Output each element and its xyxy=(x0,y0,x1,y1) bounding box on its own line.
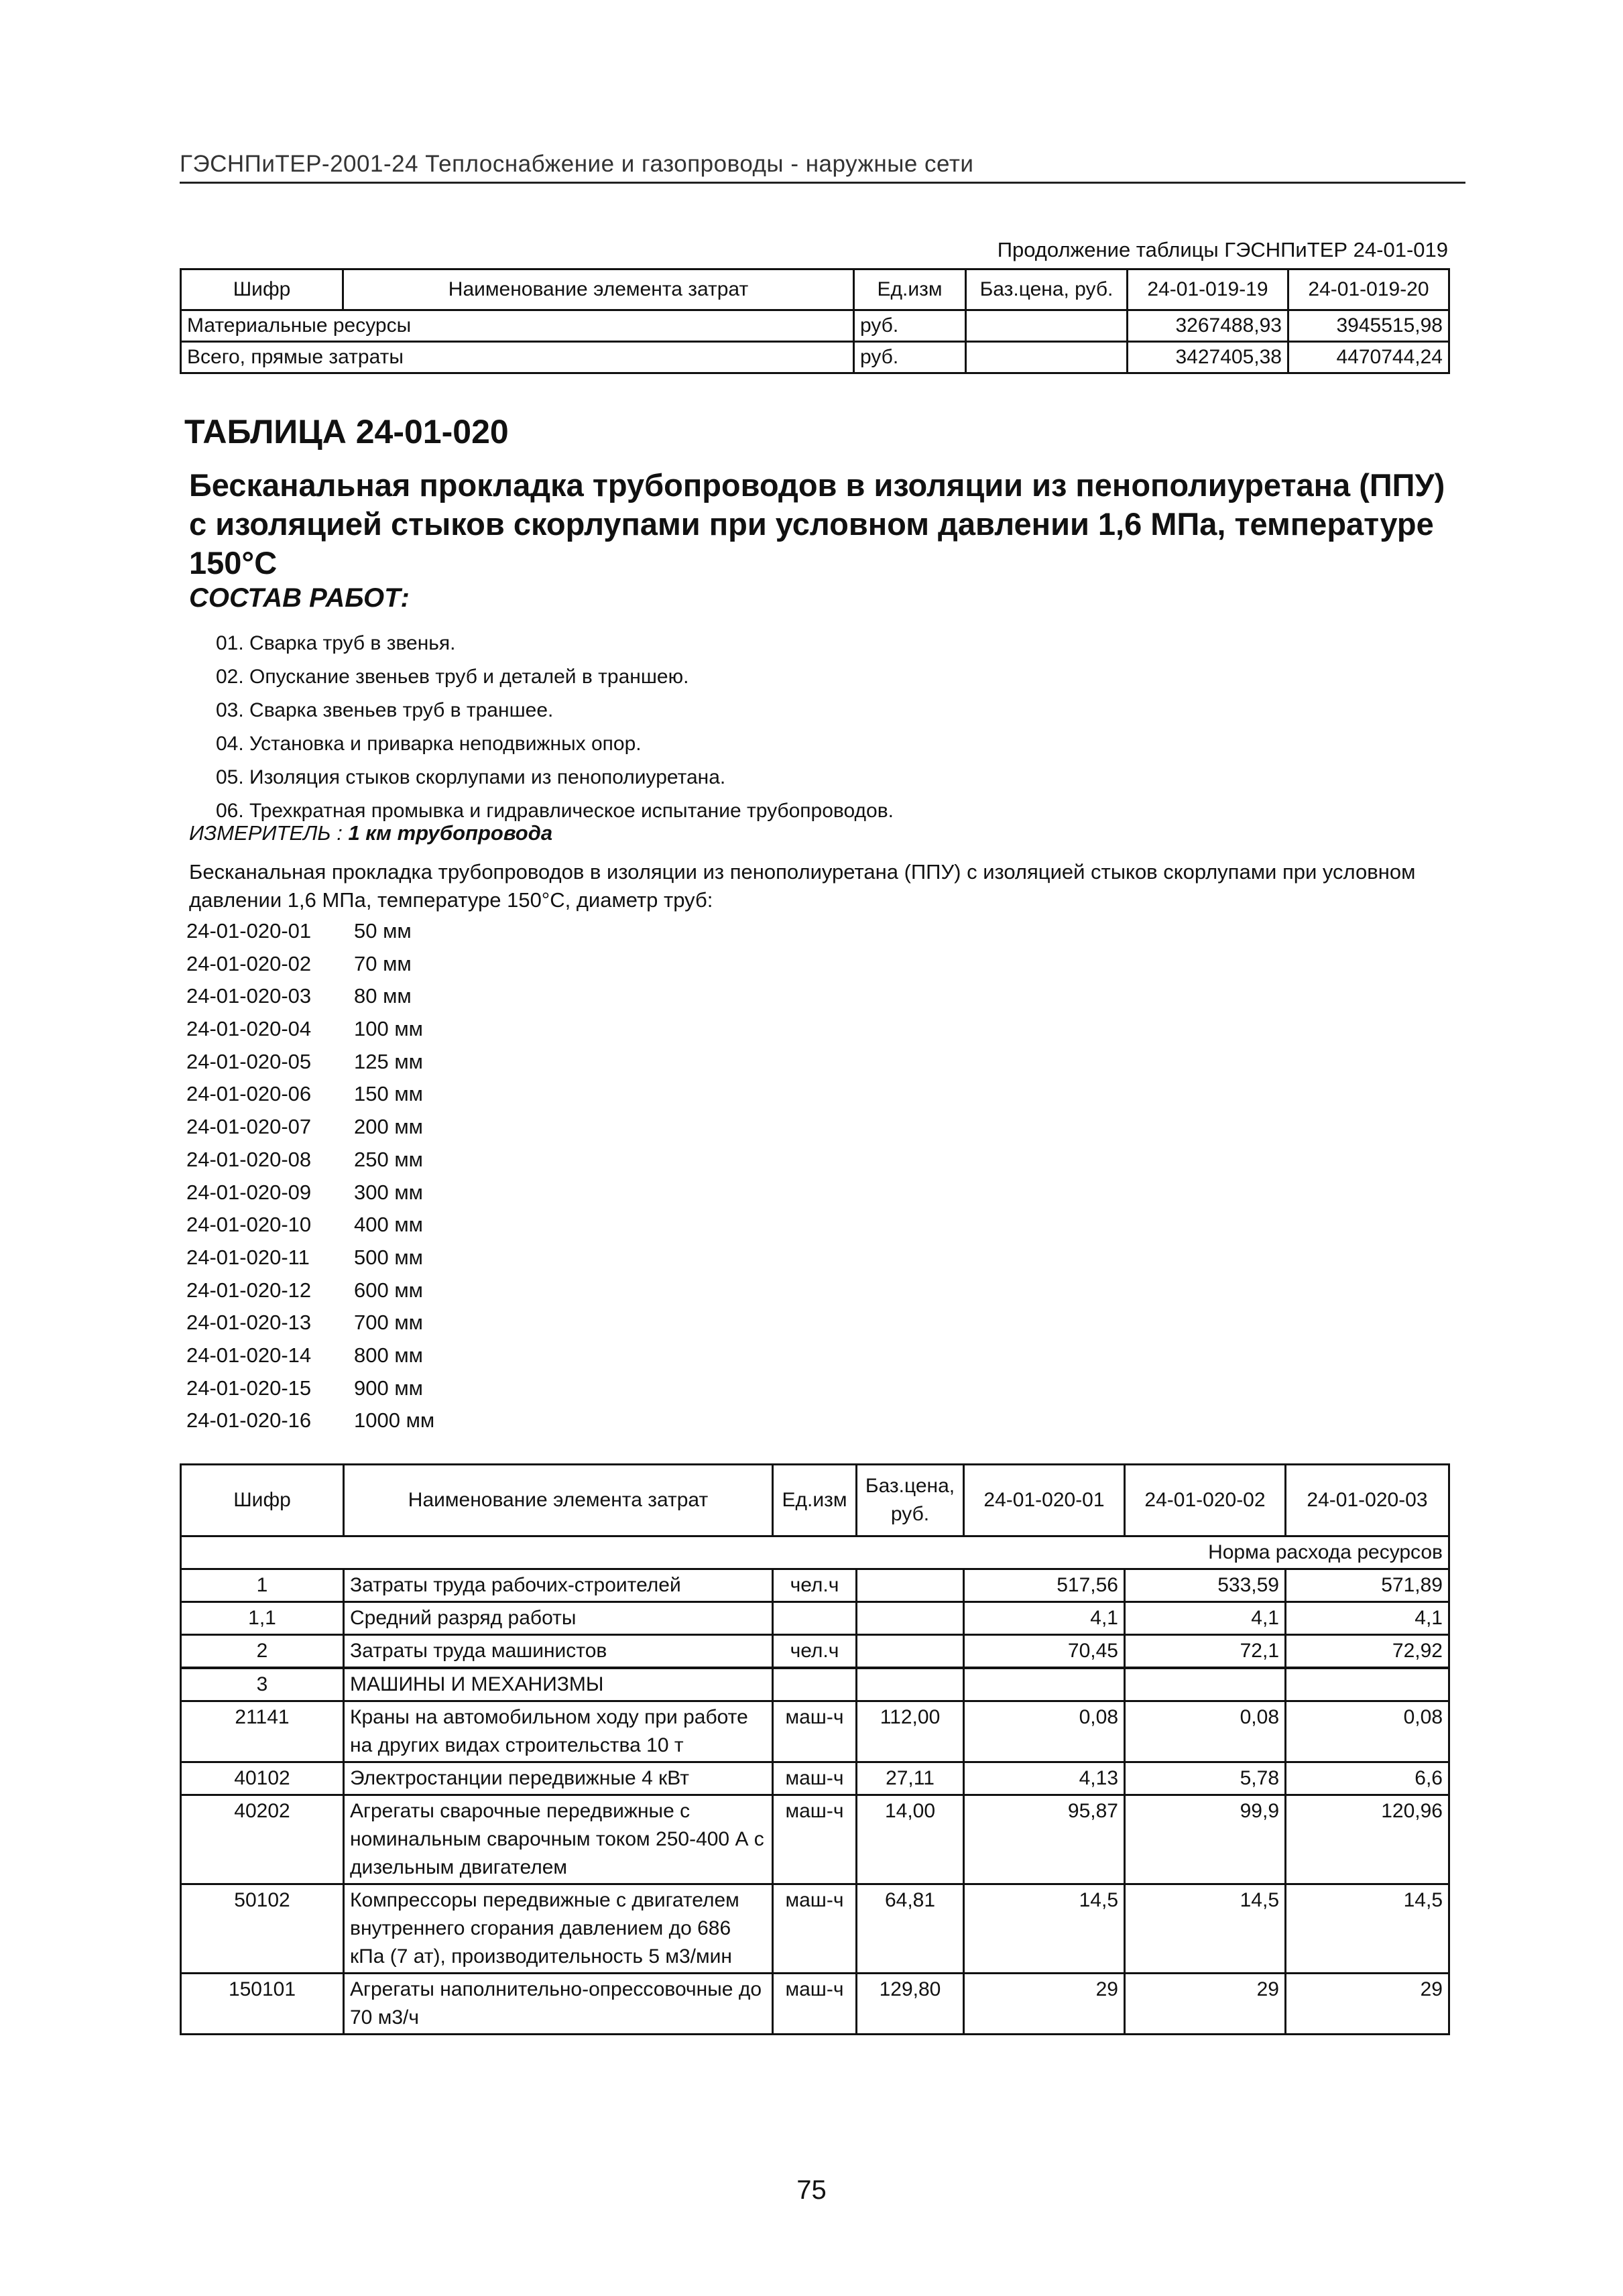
measure-value: 1 км трубопровода xyxy=(348,821,553,845)
diameter-size: 500 мм xyxy=(354,1245,423,1269)
row-value: 14,5 xyxy=(1286,1884,1449,1974)
row-price xyxy=(966,310,1128,342)
diameter-code: 24-01-020-09 xyxy=(186,1180,312,1204)
row-name: Агрегаты сварочные передвижные с номинальным сварочным током 250-400 А с дизельным двигателем xyxy=(344,1795,773,1884)
row-code: 1 xyxy=(181,1569,344,1602)
norma-row xyxy=(181,1536,1449,1569)
row-unit: маш-ч xyxy=(773,1701,857,1762)
row-price: 129,80 xyxy=(857,1974,964,2035)
column-header: Наименование элемента затрат xyxy=(343,269,854,310)
diameter-code: 24-01-020-02 xyxy=(186,951,312,975)
diameter-size: 900 мм xyxy=(354,1376,423,1400)
diameter-size: 700 мм xyxy=(354,1311,423,1335)
diameter-code: 24-01-020-12 xyxy=(186,1278,312,1302)
row-unit xyxy=(773,1602,857,1635)
diameter-size: 125 мм xyxy=(354,1049,423,1073)
row-value: 3945515,98 xyxy=(1288,310,1449,342)
list-item xyxy=(186,1013,434,1046)
work-item: 01. Сварка труб в звенья. xyxy=(216,632,456,654)
list-item xyxy=(186,1339,434,1372)
column-header: Баз.цена, руб. xyxy=(966,269,1128,310)
row-value: 5,78 xyxy=(1125,1762,1286,1795)
column-header: Шифр xyxy=(181,1465,344,1536)
column-header: Ед.изм xyxy=(773,1465,857,1536)
diameter-size: 600 мм xyxy=(354,1278,423,1302)
row-code: 50102 xyxy=(181,1884,344,1974)
row-value: 6,6 xyxy=(1286,1762,1449,1795)
diameter-size: 400 мм xyxy=(354,1213,423,1237)
row-name: Средний разряд работы xyxy=(344,1602,773,1635)
row-name: Материальные ресурсы xyxy=(181,310,854,342)
diameter-size: 100 мм xyxy=(354,1017,423,1041)
row-code: 150101 xyxy=(181,1974,344,2035)
measure-label: ИЗМЕРИТЕЛЬ : xyxy=(189,821,343,845)
row-value: 29 xyxy=(1125,1974,1286,2035)
row-value: 4,1 xyxy=(1286,1602,1449,1635)
continuation-note: Продолжение таблицы ГЭСНПиТЕР 24-01-019 xyxy=(997,238,1448,261)
row-value: 120,96 xyxy=(1286,1795,1449,1884)
column-header: 24-01-020-03 xyxy=(1286,1465,1449,1536)
list-item xyxy=(186,1307,434,1339)
row-unit: руб. xyxy=(854,310,966,342)
list-item xyxy=(186,1404,434,1437)
row-name: Компрессоры передвижные с двигателем внутреннего сгорания давлением до 686 кПа (7 ат), производительность 5 м3/мин xyxy=(344,1884,773,1974)
list-item xyxy=(186,1242,434,1274)
column-header: 24-01-019-20 xyxy=(1288,269,1449,310)
row-value: 4,1 xyxy=(964,1602,1125,1635)
table-row xyxy=(181,1668,1449,1701)
column-header: 24-01-020-02 xyxy=(1125,1465,1286,1536)
table-row xyxy=(181,1974,1449,2035)
works-list xyxy=(216,627,894,828)
row-code: 2 xyxy=(181,1635,344,1669)
work-item: 06. Трехкратная промывка и гидравлическое испытание трубопроводов. xyxy=(216,800,894,822)
diameter-code: 24-01-020-05 xyxy=(186,1049,312,1073)
row-price: 14,00 xyxy=(857,1795,964,1884)
row-price xyxy=(857,1569,964,1602)
work-item: 05. Изоляция стыков скорлупами из пенополиуретана. xyxy=(216,766,726,788)
column-header: Наименование элемента затрат xyxy=(344,1465,773,1536)
list-item xyxy=(186,915,434,948)
row-code: 40202 xyxy=(181,1795,344,1884)
row-value: 533,59 xyxy=(1125,1569,1286,1602)
row-name: Агрегаты наполнительно-опрессовочные до 70 м3/ч xyxy=(344,1974,773,2035)
diameter-size: 70 мм xyxy=(354,951,412,975)
row-price: 64,81 xyxy=(857,1884,964,1974)
row-code: 40102 xyxy=(181,1762,344,1795)
list-item xyxy=(186,1144,434,1176)
row-name: Затраты труда рабочих-строителей xyxy=(344,1569,773,1602)
diameter-code: 24-01-020-14 xyxy=(186,1343,312,1367)
row-value xyxy=(1286,1668,1449,1701)
row-price: 27,11 xyxy=(857,1762,964,1795)
work-item: 04. Установка и приварка неподвижных опор. xyxy=(216,733,642,755)
diameter-code: 24-01-020-10 xyxy=(186,1213,312,1237)
table-row xyxy=(181,1701,1449,1762)
table-24-01-019-continuation xyxy=(180,268,1450,374)
row-unit xyxy=(773,1668,857,1701)
row-value: 70,45 xyxy=(964,1635,1125,1669)
section-title: Бесканальная прокладка трубопроводов в изоляции из пенополиуретана (ППУ) с изоляцией стыков скорлупами при условном давлении 1,6 МПа, температуре 150°С xyxy=(189,467,1445,581)
diameter-code: 24-01-020-04 xyxy=(186,1017,312,1041)
row-value: 99,9 xyxy=(1125,1795,1286,1884)
row-unit: маш-ч xyxy=(773,1884,857,1974)
diameter-code: 24-01-020-03 xyxy=(186,984,312,1008)
row-price: 112,00 xyxy=(857,1701,964,1762)
row-unit: чел.ч xyxy=(773,1569,857,1602)
row-value: 0,08 xyxy=(964,1701,1125,1762)
diameter-code: 24-01-020-06 xyxy=(186,1082,312,1106)
row-value: 4,1 xyxy=(1125,1602,1286,1635)
diameter-code: 24-01-020-15 xyxy=(186,1376,312,1400)
row-value: 4470744,24 xyxy=(1288,342,1449,373)
column-header: 24-01-020-01 xyxy=(964,1465,1125,1536)
list-item xyxy=(186,1209,434,1242)
row-unit: маш-ч xyxy=(773,1974,857,2035)
table-row xyxy=(181,342,1449,373)
row-unit: руб. xyxy=(854,342,966,373)
table-row xyxy=(181,1795,1449,1884)
norma-label: Норма расхода ресурсов xyxy=(181,1536,1449,1569)
row-value: 72,92 xyxy=(1286,1635,1449,1669)
work-item: 02. Опускание звеньев труб и деталей в траншею. xyxy=(216,666,689,688)
row-code: 3 xyxy=(181,1668,344,1701)
column-header: Ед.изм xyxy=(854,269,966,310)
row-price xyxy=(857,1668,964,1701)
row-name: Затраты труда машинистов xyxy=(344,1635,773,1669)
row-price xyxy=(857,1635,964,1669)
table-row xyxy=(181,1602,1449,1635)
row-value: 14,5 xyxy=(964,1884,1125,1974)
row-value xyxy=(1125,1668,1286,1701)
row-value: 517,56 xyxy=(964,1569,1125,1602)
list-item xyxy=(186,980,434,1013)
table-row xyxy=(181,310,1449,342)
column-header: Шифр xyxy=(181,269,343,310)
diameter-size: 300 мм xyxy=(354,1180,423,1204)
table-header-row xyxy=(181,269,1449,310)
diameter-size: 150 мм xyxy=(354,1082,423,1106)
list-item xyxy=(186,1274,434,1307)
row-value: 3267488,93 xyxy=(1128,310,1288,342)
row-unit: маш-ч xyxy=(773,1795,857,1884)
table-24-01-020 xyxy=(180,1463,1450,2035)
column-header: 24-01-019-19 xyxy=(1128,269,1288,310)
list-item xyxy=(186,1372,434,1405)
table-title: ТАБЛИЦА 24-01-020 xyxy=(184,413,509,450)
diameter-size: 1000 мм xyxy=(354,1408,435,1433)
list-item xyxy=(186,1176,434,1209)
diameter-code: 24-01-020-08 xyxy=(186,1147,312,1171)
row-code: 21141 xyxy=(181,1701,344,1762)
row-value xyxy=(964,1668,1125,1701)
column-header: Баз.цена, руб. xyxy=(857,1465,964,1536)
row-name: МАШИНЫ И МЕХАНИЗМЫ xyxy=(344,1668,773,1701)
table-row xyxy=(181,1884,1449,1974)
work-item: 03. Сварка звеньев труб в траншее. xyxy=(216,699,554,721)
row-code: 1,1 xyxy=(181,1602,344,1635)
row-value: 0,08 xyxy=(1125,1701,1286,1762)
section-description: Бесканальная прокладка трубопроводов в изоляции из пенополиуретана (ППУ) с изоляцией стыков скорлупами при условном давлении 1,6 МПа, температуре 150°С, диаметр труб: xyxy=(189,860,1416,912)
table-row xyxy=(181,1635,1449,1669)
table-header-row xyxy=(181,1465,1449,1536)
measure-line xyxy=(189,821,552,845)
row-value: 571,89 xyxy=(1286,1569,1449,1602)
list-item xyxy=(186,1111,434,1144)
list-item xyxy=(186,948,434,981)
row-value: 3427405,38 xyxy=(1128,342,1288,373)
row-value: 95,87 xyxy=(964,1795,1125,1884)
list-item xyxy=(186,1078,434,1111)
row-value: 29 xyxy=(964,1974,1125,2035)
composition-label: СОСТАВ РАБОТ: xyxy=(189,583,410,613)
row-value: 0,08 xyxy=(1286,1701,1449,1762)
diameter-size: 200 мм xyxy=(354,1115,423,1139)
diameter-code: 24-01-020-16 xyxy=(186,1408,312,1433)
row-value: 14,5 xyxy=(1125,1884,1286,1974)
row-value: 29 xyxy=(1286,1974,1449,2035)
row-value: 4,13 xyxy=(964,1762,1125,1795)
list-item xyxy=(186,1046,434,1079)
table-row xyxy=(181,1569,1449,1602)
table-row xyxy=(181,1762,1449,1795)
diameter-code: 24-01-020-01 xyxy=(186,919,312,943)
row-unit: маш-ч xyxy=(773,1762,857,1795)
row-unit: чел.ч xyxy=(773,1635,857,1669)
running-header: ГЭСНПиТЕР-2001-24 Теплоснабжение и газопроводы - наружные сети xyxy=(180,151,1465,184)
page-number: 75 xyxy=(796,2175,827,2205)
row-name: Электростанции передвижные 4 кВт xyxy=(344,1762,773,1795)
diameter-code: 24-01-020-11 xyxy=(186,1245,310,1269)
diameter-size: 250 мм xyxy=(354,1147,423,1171)
row-price xyxy=(857,1602,964,1635)
diameter-size: 50 мм xyxy=(354,919,412,943)
diameter-code: 24-01-020-07 xyxy=(186,1115,312,1139)
diameter-size: 80 мм xyxy=(354,984,412,1008)
row-value: 72,1 xyxy=(1125,1635,1286,1669)
row-price xyxy=(966,342,1128,373)
diameter-list xyxy=(186,915,434,1437)
row-name: Всего, прямые затраты xyxy=(181,342,854,373)
row-name: Краны на автомобильном ходу при работе на других видах строительства 10 т xyxy=(344,1701,773,1762)
diameter-code: 24-01-020-13 xyxy=(186,1311,312,1335)
diameter-size: 800 мм xyxy=(354,1343,423,1367)
